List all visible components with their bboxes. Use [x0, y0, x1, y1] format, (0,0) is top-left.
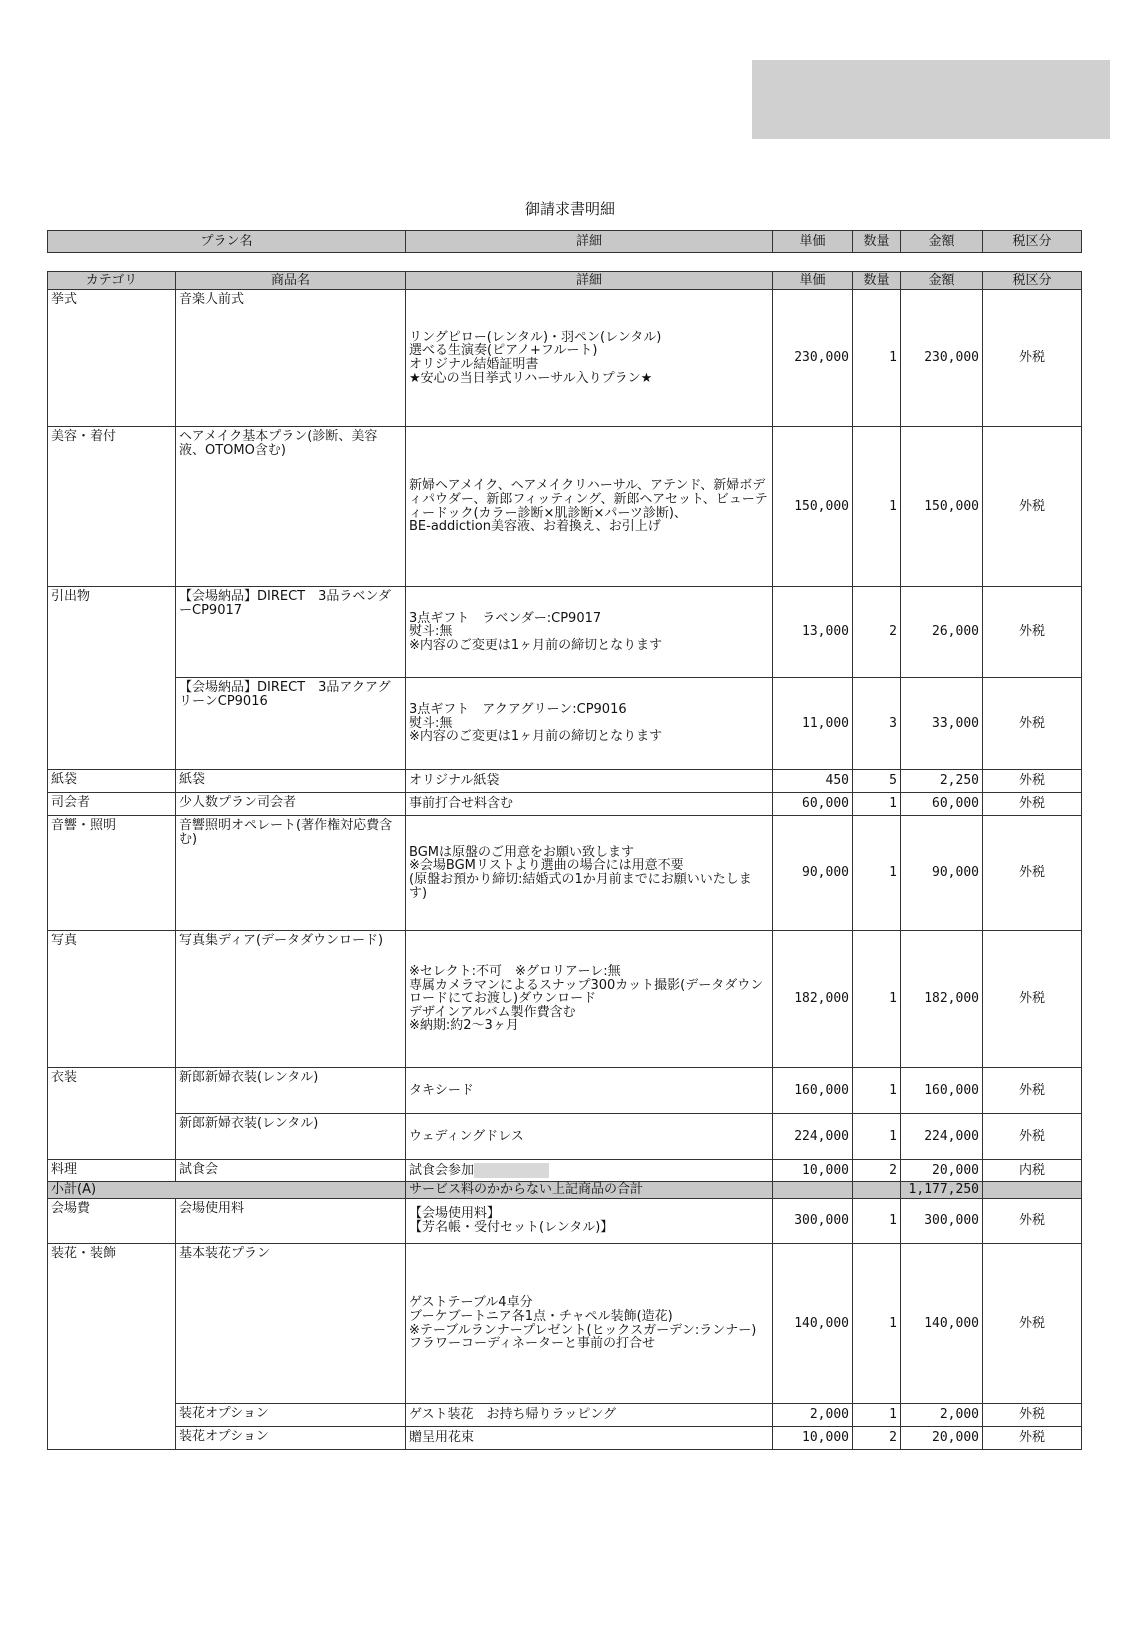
table-row [48, 770, 1082, 793]
row-amount: 90,000 [901, 816, 983, 931]
row-detail: BGMは原盤のご用意をお願い致します ※会場BGMリストより選曲の場合には用意不要 (原盤お預かり締切:結婚式の1か月前までにお願いいたします) [406, 816, 773, 931]
row-product: 新郎新婦衣装(レンタル) [176, 1068, 406, 1114]
row-qty: 1 [853, 1244, 901, 1404]
row-qty: 1 [853, 931, 901, 1068]
row-tax: 外税 [983, 793, 1082, 816]
row-amount: 33,000 [901, 678, 983, 770]
item-header-row [48, 272, 1082, 290]
row-price: 10,000 [773, 1160, 853, 1182]
row-price: 182,000 [773, 931, 853, 1068]
row-amount: 26,000 [901, 587, 983, 678]
row-tax: 外税 [983, 290, 1082, 427]
row-detail: タキシード [406, 1068, 773, 1114]
row-qty: 1 [853, 1404, 901, 1427]
row-tax: 外税 [983, 587, 1082, 678]
row-product: 写真集ディア(データダウンロード) [176, 931, 406, 1068]
document-title: 御請求書明細 [524, 200, 615, 218]
row-product: ヘアメイク基本プラン(診断、美容液、OTOMO含む) [176, 427, 406, 587]
row-detail: オリジナル紙袋 [406, 770, 773, 793]
plan-header-detail: 詳細 [406, 231, 773, 253]
table-row [48, 587, 1082, 678]
row-amount: 20,000 [901, 1160, 983, 1182]
header-qty: 数量 [853, 272, 901, 290]
row-price: 230,000 [773, 290, 853, 427]
row-category: 引出物 [48, 587, 176, 770]
row-qty: 1 [853, 1068, 901, 1114]
row-tax: 外税 [983, 678, 1082, 770]
row-price: 450 [773, 770, 853, 793]
row-detail: ウェディングドレス [406, 1114, 773, 1160]
row-amount: 182,000 [901, 931, 983, 1068]
row-qty: 2 [853, 587, 901, 678]
header-product: 商品名 [176, 272, 406, 290]
row-qty: 1 [853, 1114, 901, 1160]
row-category: 美容・着付 [48, 427, 176, 587]
row-detail: ゲスト装花 お持ち帰りラッピング [406, 1404, 773, 1427]
row-product: 少人数プラン司会者 [176, 793, 406, 816]
row-tax: 外税 [983, 1068, 1082, 1114]
row-price: 300,000 [773, 1199, 853, 1244]
row-product: 紙袋 [176, 770, 406, 793]
row-tax: 外税 [983, 1114, 1082, 1160]
row-price: 60,000 [773, 793, 853, 816]
table-row [48, 1427, 1082, 1450]
table-row [48, 1404, 1082, 1427]
row-category: 司会者 [48, 793, 176, 816]
table-row [48, 678, 1082, 770]
row-tax: 外税 [983, 931, 1082, 1068]
row-tax: 外税 [983, 1199, 1082, 1244]
row-amount: 140,000 [901, 1244, 983, 1404]
subtotal-empty [773, 1182, 853, 1199]
row-amount: 2,000 [901, 1404, 983, 1427]
redacted-block [752, 60, 1110, 139]
row-category: 衣装 [48, 1068, 176, 1160]
row-category: 紙袋 [48, 770, 176, 793]
subtotal-empty [983, 1182, 1082, 1199]
row-category: 料理 [48, 1160, 176, 1182]
row-detail: 贈呈用花束 [406, 1427, 773, 1450]
subtotal-note: サービス料のかからない上記商品の合計 [406, 1182, 773, 1199]
row-category: 挙式 [48, 290, 176, 427]
row-qty: 1 [853, 290, 901, 427]
row-product: 装花オプション [176, 1427, 406, 1450]
table-row [48, 1068, 1082, 1114]
table-row [48, 931, 1082, 1068]
row-qty: 1 [853, 816, 901, 931]
subtotal-amount: 1,177,250 [901, 1182, 983, 1199]
row-qty: 2 [853, 1160, 901, 1182]
item-table [47, 271, 1082, 1450]
plan-header-qty: 数量 [853, 231, 901, 253]
row-price: 160,000 [773, 1068, 853, 1114]
table-row [48, 1114, 1082, 1160]
row-product: 【会場納品】DIRECT 3品ラベンダーCP9017 [176, 587, 406, 678]
subtotal-row [48, 1182, 1082, 1199]
row-price: 2,000 [773, 1404, 853, 1427]
plan-header-plan-name: プラン名 [48, 231, 406, 253]
redacted-inline [474, 1163, 549, 1178]
subtotal-label: 小計(A) [48, 1182, 406, 1199]
table-row [48, 1244, 1082, 1404]
row-product: 装花オプション [176, 1404, 406, 1427]
row-tax: 外税 [983, 770, 1082, 793]
plan-header-price: 単価 [773, 231, 853, 253]
row-qty: 1 [853, 1199, 901, 1244]
table-row [48, 1199, 1082, 1244]
row-product: 音響照明オペレート(著作権対応費含む) [176, 816, 406, 931]
row-detail: 3点ギフト ラベンダー:CP9017 熨斗:無 ※内容のご変更は1ヶ月前の締切となります [406, 587, 773, 678]
row-qty: 2 [853, 1427, 901, 1450]
header-price: 単価 [773, 272, 853, 290]
plan-header-tax: 税区分 [983, 231, 1082, 253]
row-price: 224,000 [773, 1114, 853, 1160]
row-tax: 外税 [983, 1427, 1082, 1450]
row-detail: ※セレクト:不可 ※グロリアーレ:無 専属カメラマンによるスナップ300カット撮影(データダウンロードにてお渡し)ダウンロード デザインアルバム製作費含む ※納期:約2〜3ヶ月 [406, 931, 773, 1068]
row-product: 新郎新婦衣装(レンタル) [176, 1114, 406, 1160]
row-product: 試食会 [176, 1160, 406, 1182]
subtotal-empty [853, 1182, 901, 1199]
row-detail: 事前打合せ料含む [406, 793, 773, 816]
header-detail: 詳細 [406, 272, 773, 290]
row-tax: 内税 [983, 1160, 1082, 1182]
row-price: 140,000 [773, 1244, 853, 1404]
row-price: 11,000 [773, 678, 853, 770]
row-price: 10,000 [773, 1427, 853, 1450]
row-amount: 230,000 [901, 290, 983, 427]
row-category: 会場費 [48, 1199, 176, 1244]
row-tax: 外税 [983, 816, 1082, 931]
row-detail: ゲストテーブル4卓分 ブーケブートニア各1点・チャペル装飾(造花) ※テーブルランナープレゼント(ヒックスガーデン:ランナー) フラワーコーディネーターと事前の打合せ [406, 1244, 773, 1404]
header-amount: 金額 [901, 272, 983, 290]
row-detail: 【会場使用料】 【芳名帳・受付セット(レンタル)】 [406, 1199, 773, 1244]
row-qty: 1 [853, 427, 901, 587]
row-qty: 3 [853, 678, 901, 770]
row-amount: 160,000 [901, 1068, 983, 1114]
header-category: カテゴリ [48, 272, 176, 290]
row-detail [406, 1160, 773, 1182]
row-product: 音楽人前式 [176, 290, 406, 427]
row-detail-text: 試食会参加 [409, 1163, 475, 1178]
row-product: 【会場納品】DIRECT 3品アクアグリーンCP9016 [176, 678, 406, 770]
row-amount: 150,000 [901, 427, 983, 587]
row-qty: 1 [853, 793, 901, 816]
row-detail: 新婦ヘアメイク、ヘアメイクリハーサル、アテンド、新婦ボディパウダー、新郎フィッティング、新郎ヘアセット、ビューティードック(カラー診断×肌診断×パーツ診断)、 BE-addiction美容液、お着換え、お引上げ [406, 427, 773, 587]
row-amount: 60,000 [901, 793, 983, 816]
row-category: 写真 [48, 931, 176, 1068]
row-tax: 外税 [983, 1404, 1082, 1427]
row-tax: 外税 [983, 1244, 1082, 1404]
row-detail: 3点ギフト アクアグリーン:CP9016 熨斗:無 ※内容のご変更は1ヶ月前の締切となります [406, 678, 773, 770]
row-detail: リングピロー(レンタル)・羽ペン(レンタル) 選べる生演奏(ピアノ+フルート) オリジナル結婚証明書 ★安心の当日挙式リハーサル入りプラン★ [406, 290, 773, 427]
row-category: 音響・照明 [48, 816, 176, 931]
row-product: 基本装花プラン [176, 1244, 406, 1404]
table-row [48, 1160, 1082, 1182]
table-row [48, 816, 1082, 931]
row-amount: 20,000 [901, 1427, 983, 1450]
row-price: 150,000 [773, 427, 853, 587]
table-row [48, 427, 1082, 587]
row-price: 90,000 [773, 816, 853, 931]
row-amount: 300,000 [901, 1199, 983, 1244]
row-amount: 2,250 [901, 770, 983, 793]
row-qty: 5 [853, 770, 901, 793]
row-price: 13,000 [773, 587, 853, 678]
row-category: 装花・装飾 [48, 1244, 176, 1450]
row-product: 会場使用料 [176, 1199, 406, 1244]
table-row [48, 793, 1082, 816]
table-row [48, 290, 1082, 427]
row-tax: 外税 [983, 427, 1082, 587]
row-amount: 224,000 [901, 1114, 983, 1160]
plan-header-amount: 金額 [901, 231, 983, 253]
plan-header-row [48, 231, 1082, 253]
plan-table [47, 230, 1082, 253]
header-tax: 税区分 [983, 272, 1082, 290]
